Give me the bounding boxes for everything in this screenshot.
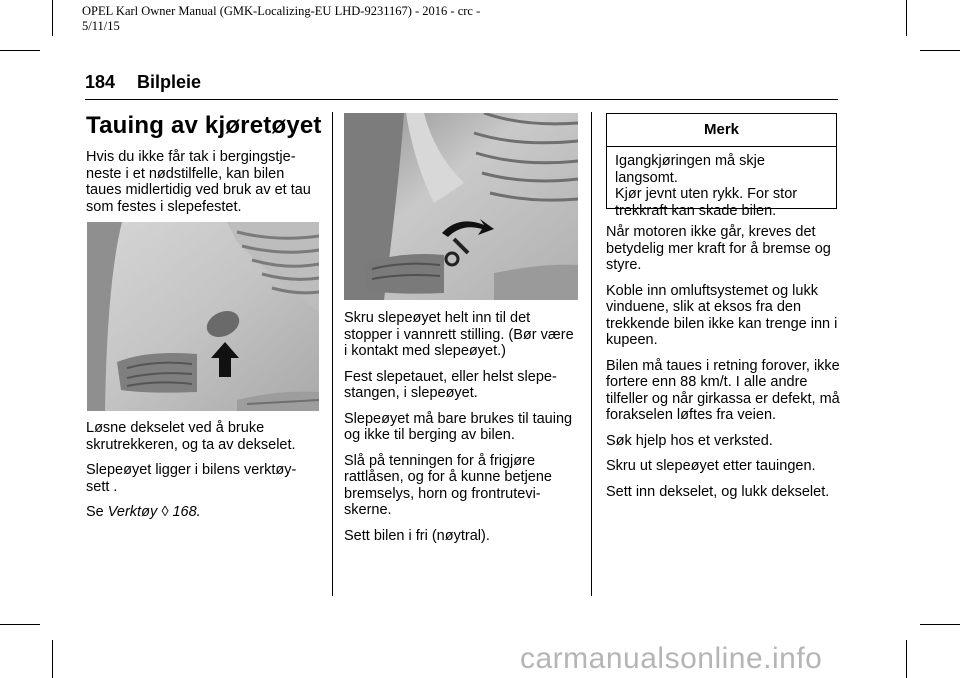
note-title: Merk	[607, 114, 836, 147]
towing-eye-photo	[344, 113, 578, 300]
crop-mark	[920, 624, 960, 625]
replace-cover-paragraph: Sett inn dekselet, og lukk dekselet.	[606, 483, 830, 500]
note-box	[606, 113, 837, 219]
cross-reference-paragraph: Se Verktøy ◊ 168.	[86, 504, 201, 520]
column-1	[86, 112, 324, 224]
watermark: carmanualsonline.info	[520, 642, 823, 675]
screw-in-paragraph: Skru slepeøyet helt inn til det stopper i vannrett stilling. (Bør være i kontakt med slepeøyet.)	[344, 310, 574, 359]
neutral-paragraph: Sett bilen i fri (nøytral).	[344, 527, 490, 544]
remove-cover-paragraph: Løsne dekselet ved å bruke skrutrekkeren, og ta av dekselet.	[86, 420, 296, 453]
crop-mark	[0, 624, 40, 625]
workshop-paragraph: Søk hjelp hos et verksted.	[606, 432, 773, 449]
column-2	[344, 310, 584, 553]
towing-only-paragraph: Slepeøyet må bare brukes til tauing og ikke til berging av bilen.	[344, 410, 573, 443]
recirculation-paragraph: Koble inn omluftsystemet og lukk vinduene, slik at eksos fra den trekkende bilen ikke kan trenge inn i kupeen.	[606, 282, 838, 348]
header-rule	[85, 99, 838, 100]
page-ref-arrow-icon: ◊	[161, 504, 169, 520]
page-number: 184	[85, 72, 116, 92]
tow-direction-paragraph: Bilen må taues i retning forover, ikke fortere enn 88 km/t. I alle andre tilfeller og når girkassa er defekt, må forakselen løftes fra veien.	[606, 357, 840, 423]
page-heading	[85, 72, 201, 93]
note-body: Igangkjøringen må skje langsomt. Kjør jevnt uten rykk. For stor trekkraft kan skade bilen.	[615, 153, 798, 219]
cover-removal-photo	[87, 222, 319, 411]
attach-rope-paragraph: Fest slepetauet, eller helst slepe- stangen, i slepeøyet.	[344, 368, 557, 401]
section-title: Tauing av kjøretøyet	[86, 112, 322, 139]
crop-mark	[920, 50, 960, 51]
tools-link[interactable]: Verktøy	[107, 504, 158, 520]
crop-mark	[906, 0, 907, 36]
unscrew-paragraph: Skru ut slepeøyet etter tauingen.	[606, 458, 816, 474]
document-header	[82, 4, 622, 34]
document-header-line2: 5/11/15	[82, 19, 120, 33]
column-separator	[591, 112, 592, 596]
engine-off-paragraph: Når motoren ikke går, kreves det betydelig mer kraft for å bremse og styre.	[606, 224, 831, 273]
ignition-paragraph: Slå på tenningen for å frigjøre rattlåsen, og for å kunne betjene bremselys, horn og frontrutevi- skerne.	[344, 452, 552, 518]
crop-mark	[0, 50, 40, 51]
column-1-lower	[86, 420, 324, 530]
section-name: Bilpleie	[137, 72, 202, 92]
crop-mark	[52, 0, 53, 36]
intro-paragraph: Hvis du ikke får tak i bergingstje- neste i et nødstilfelle, kan bilen taues midlertidig ved bruk av et tau som festes i slepefestet.	[86, 149, 311, 215]
column-separator	[332, 112, 333, 596]
document-header-line1: OPEL Karl Owner Manual (GMK-Localizing-EU LHD-9231167) - 2016 - crc -	[82, 4, 481, 18]
crop-mark	[52, 640, 53, 678]
column-3	[606, 224, 846, 509]
tool-kit-paragraph: Slepeøyet ligger i bilens verktøy- sett .	[86, 462, 297, 495]
crop-mark	[906, 640, 907, 678]
page-ref-number[interactable]: 168	[172, 504, 197, 520]
towing-eye-illustration	[344, 113, 578, 300]
bumper-cover-illustration	[87, 222, 319, 411]
